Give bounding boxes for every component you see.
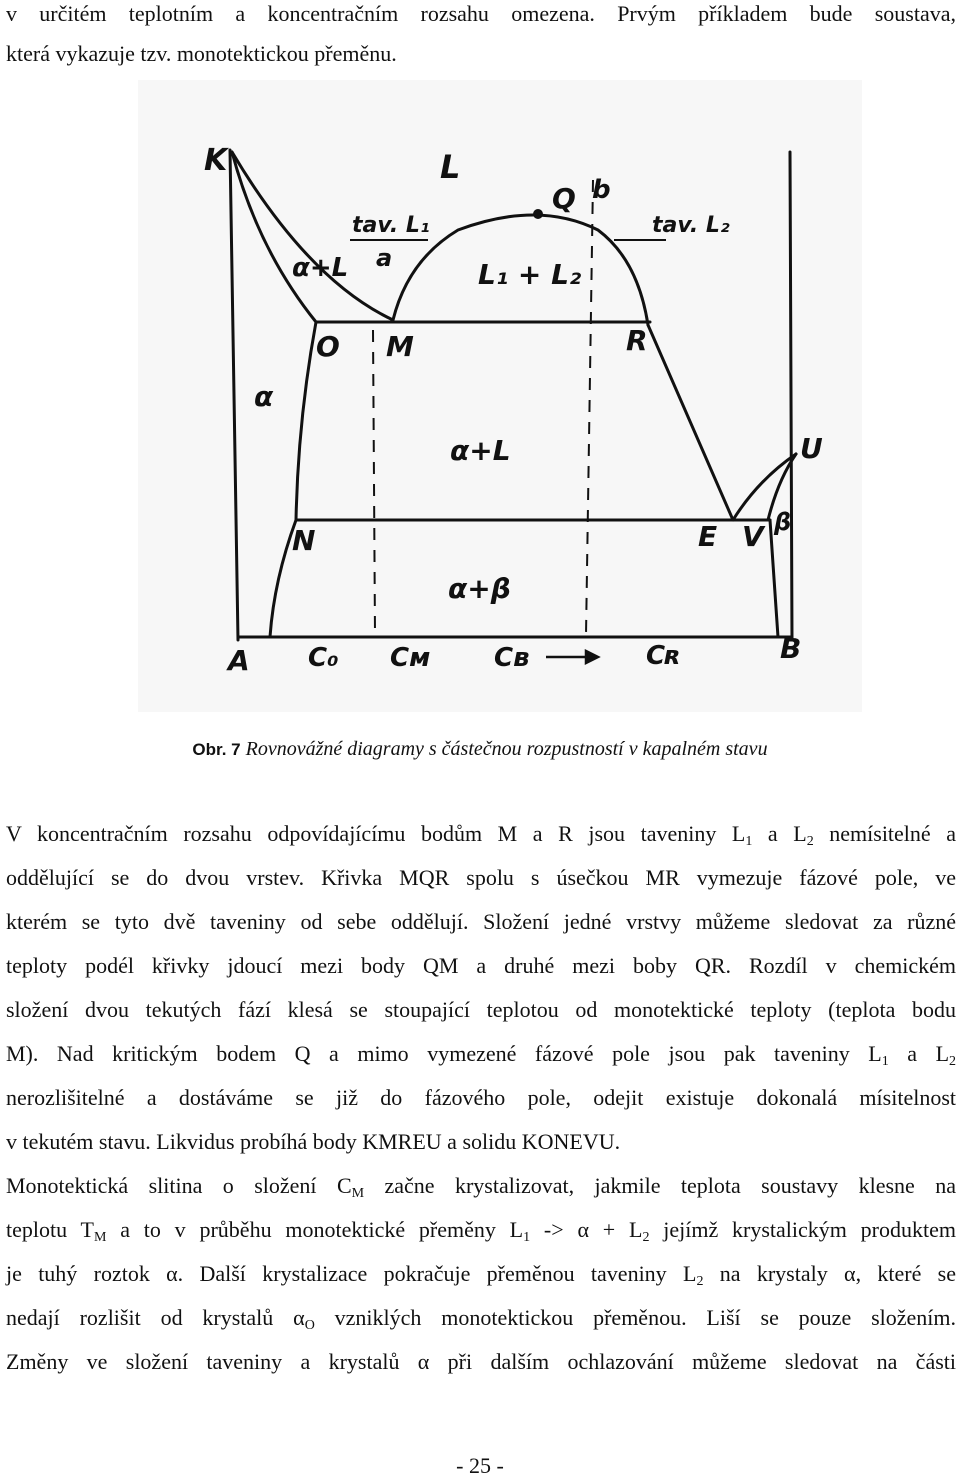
point-b-label: b: [592, 175, 611, 205]
point-O-label: O: [316, 330, 340, 363]
composition-C0-label: C₀: [308, 643, 339, 673]
caption-text: Rovnovážné diagramy s částečnou rozpustností v kapalném stavu: [245, 738, 768, 760]
tav-L1-label: tav. L₁: [352, 213, 430, 238]
region-beta-label: β: [774, 508, 792, 536]
intro-line-1: v určitém teplotním a koncentračním rozsahu omezena. Prvým příkladem bude soustava,: [6, 1, 956, 26]
phase-diagram: [138, 80, 862, 712]
composition-CR-label: Cʀ: [646, 641, 682, 671]
point-E-label: E: [698, 520, 718, 553]
paragraph-line-8: v tekutém stavu. Likvidus probíhá body KMREU a solidu KONEVU.: [6, 1129, 621, 1154]
caption-label: Obr. 7: [192, 740, 241, 759]
paragraph-line-12: nedají rozlišit od krystalů $\alpha_O$ vzniklých monotektickou přeměnou. Liší se pouze složením.: [6, 1305, 956, 1333]
paragraph-line-9: Monotektická slitina o složení $C_M$ začne krystalizovat, jakmile teplota soustavy klesne na: [6, 1173, 956, 1201]
paragraph-line-6: M). Nad kritickým bodem Q a mimo vymezené fázové pole jsou pak taveniny $L_1$ a $L_2$: [6, 1041, 957, 1069]
point-R-label: R: [626, 324, 648, 357]
point-a-label: a: [376, 244, 393, 272]
paragraph-line-2: oddělující se do dvou vrstev. Křivka MQR spolu s úsečkou MR vymezuje fázové pole, ve: [6, 865, 956, 890]
paragraph-line-3: kterém se tyto dvě taveniny od sebe oddělují. Složení jedné vrstvy můžeme sledovat za různé: [6, 909, 956, 934]
paragraph-line-1: V koncentračním rozsahu odpovídajícímu bodům M a R jsou taveniny $L_1$ a $L_2$ nemísitelné a: [6, 821, 957, 849]
point-K-label: K: [204, 143, 228, 178]
composition-CB-label: Cʙ: [494, 643, 530, 673]
point-V-label: V: [742, 520, 764, 553]
phase-diagram-figure: [138, 80, 862, 712]
region-alpha-plus-L-top-label: α+L: [292, 253, 349, 283]
tav-L2-label: tav. L₂: [652, 213, 730, 238]
point-B-label: B: [780, 632, 802, 665]
composition-CM-label: Cᴍ: [390, 643, 431, 673]
point-M-label: M: [386, 330, 414, 363]
paragraph-line-13: Změny ve složení taveniny a krystalů α při dalším ochlazování můžeme sledovat na části: [6, 1349, 956, 1374]
point-N-label: N: [292, 524, 316, 557]
point-U-label: U: [800, 432, 823, 465]
page-number: - 25 -: [456, 1453, 504, 1478]
paragraph-line-10: teplotu $T_M$ a to v průběhu monotektické přeměny $L_1 -> \alpha + L_2$ jejímž krystalickým produktem: [6, 1217, 956, 1245]
paragraph-line-11: je tuhý roztok α. Další krystalizace pokračuje přeměnou taveniny $L_2$ na krystaly α, které se: [6, 1261, 956, 1289]
region-alpha-label: α: [254, 380, 274, 413]
region-L1-plus-L2-label: L₁ + L₂: [478, 258, 582, 291]
paragraph-line-5: složení dvou tekutých fází klesá se stoupající teplotou od monotektické teploty (teplota bodu: [6, 997, 956, 1022]
figure-caption: [0, 736, 960, 763]
intro-line-2: která vykazuje tzv. monotektickou přeměnu.: [6, 41, 397, 66]
paragraph-line-4: teploty podél křivky jdoucí mezi body QM a druhé mezi boby QR. Rozdíl v chemickém: [6, 953, 956, 978]
paragraph-line-7: nerozlišitelné a dostáváme se již do fázového pole, odejit existuje dokonalá mísitelnost: [6, 1085, 956, 1110]
point-Q-label: Q: [552, 182, 576, 215]
region-L-label: L: [440, 148, 461, 186]
point-A-label: A: [228, 644, 250, 677]
region-alpha-plus-beta-label: α+β: [448, 572, 511, 605]
region-alpha-plus-L-label: α+L: [450, 434, 511, 467]
